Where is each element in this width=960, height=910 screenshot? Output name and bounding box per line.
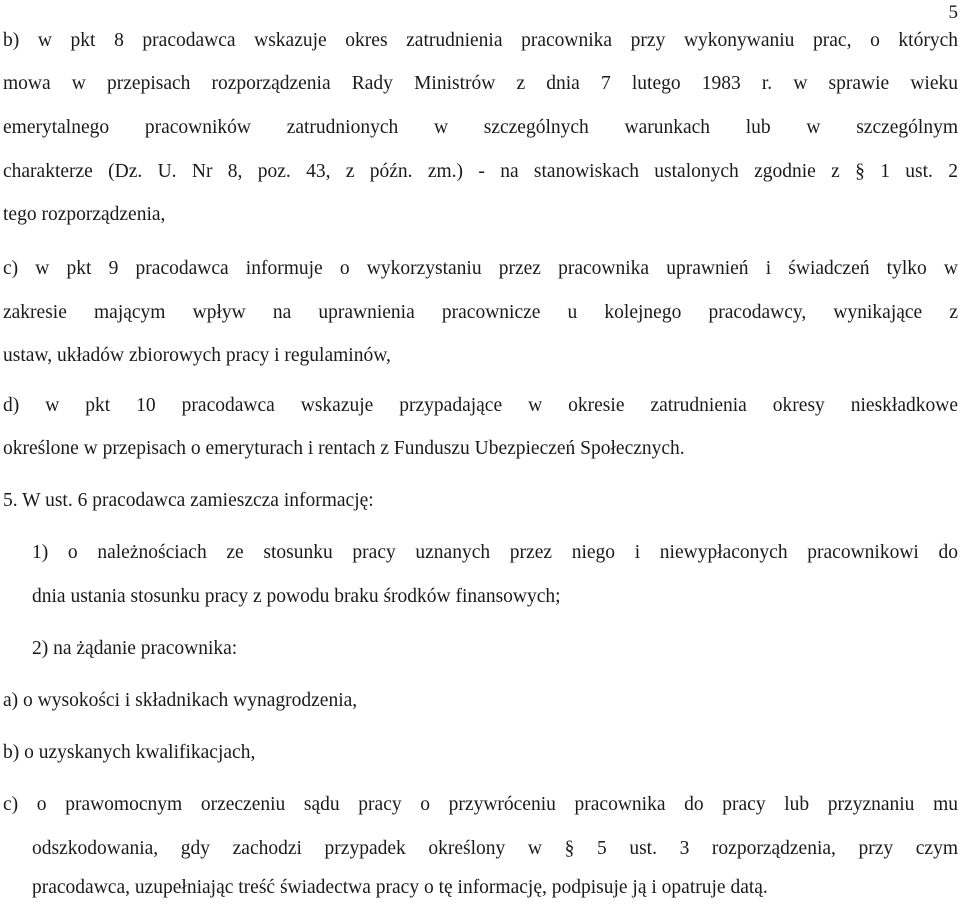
- text-line: dnia ustania stosunku pracy z powodu braku środków finansowych;: [32, 586, 561, 607]
- text-line: b) o uzyskanych kwalifikacjach,: [3, 742, 256, 763]
- text-line: b) w pkt 8 pracodawca wskazuje okres zatrudnienia pracownika przy wykonywaniu prac, o których: [3, 30, 958, 51]
- text-line: odszkodowania, gdy zachodzi przypadek określony w § 5 ust. 3 rozporządzenia, przy czym: [32, 838, 958, 859]
- text-line: c) o prawomocnym orzeczeniu sądu pracy o przywróceniu pracownika do pracy lub przyznaniu mu: [3, 794, 958, 815]
- text-line: 1) o należnościach ze stosunku pracy uznanych przez niego i niewypłaconych pracownikowi do: [32, 542, 958, 563]
- text-line: 5. W ust. 6 pracodawca zamieszcza informację:: [3, 490, 374, 511]
- text-line: a) o wysokości i składnikach wynagrodzenia,: [3, 690, 358, 711]
- text-line: emerytalnego pracowników zatrudnionych w szczególnych warunkach lub w szczególnym: [3, 117, 958, 138]
- text-line: ustaw, układów zbiorowych pracy i regulaminów,: [3, 345, 391, 366]
- text-line: zakresie mającym wpływ na uprawnienia pracownicze u kolejnego pracodawcy, wynikające z: [3, 302, 958, 323]
- text-line: c) w pkt 9 pracodawca informuje o wykorzystaniu przez pracownika uprawnień i świadczeń tylko w: [3, 258, 958, 279]
- text-line: tego rozporządzenia,: [3, 204, 166, 225]
- text-line: mowa w przepisach rozporządzenia Rady Ministrów z dnia 7 lutego 1983 r. w sprawie wieku: [3, 73, 958, 94]
- text-line: określone w przepisach o emeryturach i rentach z Funduszu Ubezpieczeń Społecznych.: [3, 438, 685, 459]
- text-line: 2) na żądanie pracownika:: [32, 638, 238, 659]
- page-number: 5: [948, 2, 958, 23]
- text-line: charakterze (Dz. U. Nr 8, poz. 43, z późn. zm.) - na stanowiskach ustalonych zgodnie z § 1 ust. 2: [3, 161, 958, 182]
- text-line: d) w pkt 10 pracodawca wskazuje przypadające w okresie zatrudnienia okresy nieskładkowe: [3, 395, 958, 416]
- text-line: pracodawca, uzupełniając treść świadectwa pracy o tę informację, podpisuje ją i opatruje datą.: [32, 877, 768, 898]
